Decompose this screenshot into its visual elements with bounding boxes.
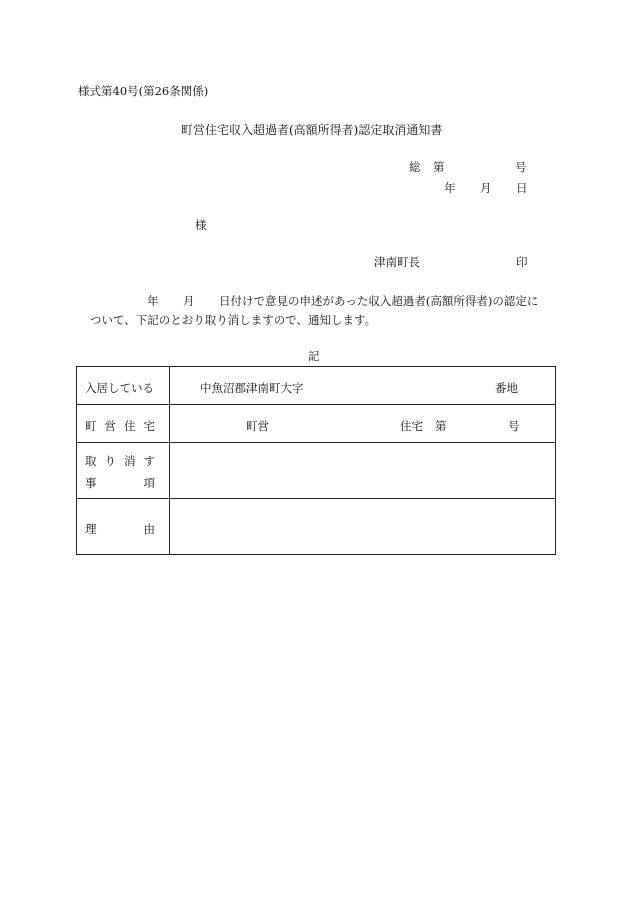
body-line-1-text: 日付けで意見の申述があった収入超過者(高額所得者)の認定に xyxy=(219,294,539,308)
cancel-label-char: 事 xyxy=(85,476,97,490)
body-month: 月 xyxy=(183,294,195,308)
housing-label-char: 住 xyxy=(124,419,136,433)
ki-mark: 記 xyxy=(308,349,320,363)
table-row xyxy=(77,443,556,499)
cancel-label-char: 項 xyxy=(143,476,155,490)
form-number: 様式第40号(第26条関係) xyxy=(78,84,209,98)
cancel-items-cell[interactable] xyxy=(170,443,556,499)
housing-label-cell xyxy=(77,405,170,443)
housing-go-text: 号 xyxy=(508,419,520,433)
housing-cell xyxy=(170,405,556,443)
table-row xyxy=(77,499,556,555)
address-text: 中魚沼郡津南町大字 xyxy=(200,381,304,395)
issuer-name: 津南町長 xyxy=(374,255,420,269)
table-row xyxy=(77,405,556,443)
body-line-2: ついて、下記のとおり取り消しますので、通知します。 xyxy=(90,313,377,327)
reference-dai: 第 xyxy=(433,160,445,174)
date-month: 月 xyxy=(480,181,492,195)
date-year: 年 xyxy=(444,181,456,195)
details-table xyxy=(76,366,556,555)
reason-cell[interactable] xyxy=(170,499,556,555)
document-title: 町営住宅収入超過者(高額所得者)認定取消通知書 xyxy=(181,123,443,137)
reason-label-cell xyxy=(77,499,170,555)
chouei-text: 町営 xyxy=(246,419,269,433)
cancel-label-line-1 xyxy=(85,453,155,469)
table-row xyxy=(77,367,556,405)
reference-go: 号 xyxy=(515,160,527,174)
reference-prefix: 総 xyxy=(409,160,421,174)
seal-mark: 印 xyxy=(516,255,528,269)
resident-label: 入居している xyxy=(85,381,154,395)
body-year: 年 xyxy=(147,294,159,308)
address-cell xyxy=(170,367,556,405)
housing-label-char: 町 xyxy=(85,419,97,433)
reason-label xyxy=(85,521,155,537)
housing-label xyxy=(85,418,155,434)
cancel-label-cell xyxy=(77,443,170,499)
resident-label-cell xyxy=(77,367,170,405)
jutaku-text: 住宅 xyxy=(400,419,423,433)
housing-label-char: 営 xyxy=(104,419,116,433)
housing-label-char: 宅 xyxy=(143,419,155,433)
date-day: 日 xyxy=(516,181,528,195)
recipient-honorific: 様 xyxy=(195,218,207,232)
cancel-label-char: り xyxy=(104,454,116,468)
cancel-label-char: 取 xyxy=(85,454,97,468)
reason-label-char: 理 xyxy=(85,522,97,536)
cancel-label-line-2 xyxy=(85,475,155,491)
cancel-label-char: す xyxy=(143,454,155,468)
housing-dai-text: 第 xyxy=(435,419,447,433)
reason-label-char: 由 xyxy=(143,522,155,536)
cancel-label-char: 消 xyxy=(124,454,136,468)
banchi-text: 番地 xyxy=(495,381,518,395)
